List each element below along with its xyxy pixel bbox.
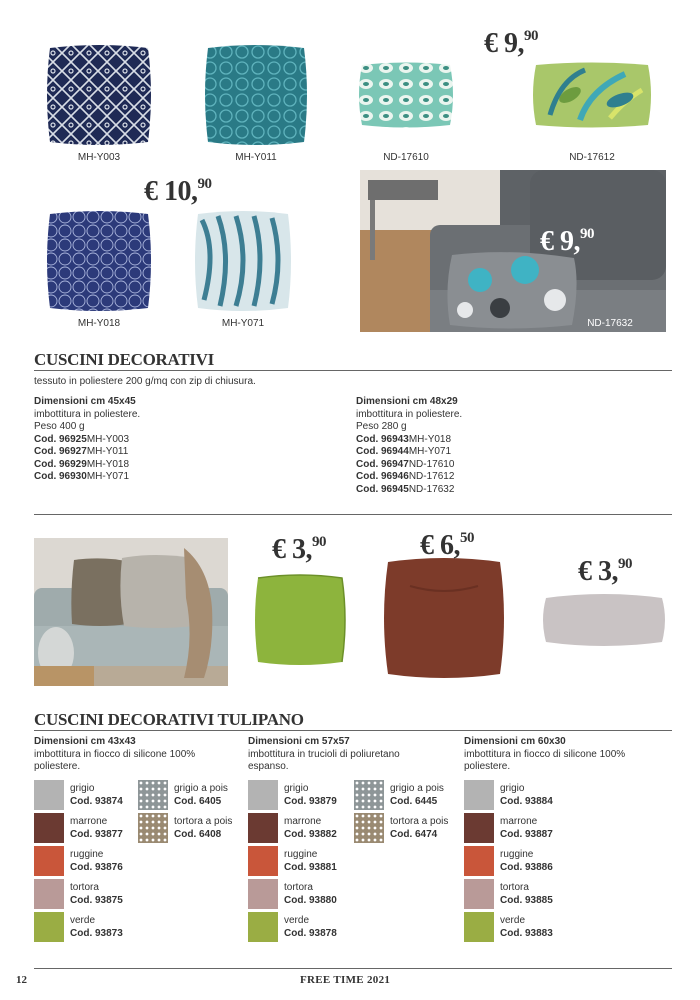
swatch-label: marrone Cod. 93882	[284, 816, 337, 840]
swatch-label: grigio Cod. 93884	[500, 783, 553, 807]
price-label: € 6,50	[420, 530, 474, 561]
catalog-title: FREE TIME 2021	[300, 974, 391, 986]
color-swatch-pois	[138, 813, 168, 843]
swatch-label: verde Cod. 93878	[284, 915, 337, 939]
color-swatch-pois	[138, 780, 168, 810]
section-subtitle: tessuto in poliestere 200 g/mq con zip di chiusura.	[34, 376, 256, 387]
color-swatch-marrone	[34, 813, 64, 843]
price-label: € 3,90	[578, 556, 632, 587]
swatch-label: marrone Cod. 93877	[70, 816, 123, 840]
color-swatch-grigio	[464, 780, 494, 810]
pillow-image-green	[252, 574, 348, 666]
swatch-label: grigio Cod. 93879	[284, 783, 337, 807]
swatch-label: verde Cod. 93883	[500, 915, 553, 939]
swatch-label: tortora a pois Cod. 6408	[174, 816, 233, 840]
swatch-label: tortora a pois Cod. 6474	[390, 816, 449, 840]
pillow-image-nd-17612	[530, 60, 654, 130]
tulipano-column-2-header: Dimensioni cm 57x57 imbottitura in trucioli di poliuretano espanso.	[248, 736, 400, 772]
spec-column-2: Dimensioni cm 48x29 imbottitura in poliestere. Peso 280 g Cod. 96943MH-Y018 Cod. 96944MH-Y071 Cod. 96947ND-17610 Cod. 96946ND-17612 Cod. 96945ND-17632	[356, 396, 463, 495]
color-swatch-tortora	[464, 879, 494, 909]
color-swatch-tortora	[34, 879, 64, 909]
price-label: € 10,90	[144, 176, 212, 207]
pillow-image-brown	[380, 556, 508, 680]
section-title: CUSCINI DECORATIVI TULIPANO	[34, 710, 304, 729]
color-swatch-ruggine	[34, 846, 64, 876]
swatch-label: grigio a pois Cod. 6445	[390, 783, 444, 807]
color-swatch-tortora	[248, 879, 278, 909]
section-title: CUSCINI DECORATIVI	[34, 350, 214, 369]
pillow-image-mh-y003	[44, 44, 154, 146]
pillow-image-grey	[540, 590, 668, 650]
product-code: MH-Y003	[77, 152, 121, 163]
color-swatch-marrone	[248, 813, 278, 843]
product-code: ND-17612	[569, 152, 615, 163]
color-swatch-verde	[34, 912, 64, 942]
section-divider	[34, 730, 672, 731]
swatch-label: grigio Cod. 93874	[70, 783, 123, 807]
swatch-label: tortora Cod. 93885	[500, 882, 553, 906]
tulipano-column-3-header: Dimensioni cm 60x30 imbottitura in fiocco di silicone 100% poliestere.	[464, 736, 626, 772]
color-swatch-verde	[464, 912, 494, 942]
room-photo-nd-17632	[360, 170, 666, 332]
pillow-image-mh-y011	[202, 44, 310, 146]
product-code: MH-Y018	[77, 318, 121, 329]
color-swatch-grigio	[34, 780, 64, 810]
swatch-label: ruggine Cod. 93881	[284, 849, 337, 873]
pillow-image-mh-y018	[44, 210, 154, 312]
sofa-photo	[34, 538, 228, 686]
color-swatch-grigio	[248, 780, 278, 810]
page-number: 12	[16, 974, 27, 986]
product-code: MH-Y011	[235, 152, 277, 163]
product-code: ND-17610	[383, 152, 429, 163]
swatch-label: marrone Cod. 93887	[500, 816, 553, 840]
color-swatch-verde	[248, 912, 278, 942]
swatch-label: ruggine Cod. 93886	[500, 849, 553, 873]
swatch-label: verde Cod. 93873	[70, 915, 123, 939]
section-divider	[34, 514, 672, 515]
pillow-image-mh-y071	[192, 210, 294, 312]
spec-column-1: Dimensioni cm 45x45 imbottitura in poliestere. Peso 400 g Cod. 96925MH-Y003 Cod. 96927MH-Y011 Cod. 96929MH-Y018 Cod. 96930MH-Y071	[34, 396, 141, 482]
swatch-label: tortora Cod. 93880	[284, 882, 337, 906]
pillow-image-nd-17610	[356, 60, 456, 130]
price-label: € 9,90	[484, 28, 538, 59]
color-swatch-pois	[354, 780, 384, 810]
color-swatch-marrone	[464, 813, 494, 843]
footer-divider	[34, 968, 672, 969]
swatch-label: tortora Cod. 93875	[70, 882, 123, 906]
section-divider	[34, 370, 672, 371]
color-swatch-ruggine	[464, 846, 494, 876]
product-code: ND-17632	[587, 318, 633, 329]
price-label: € 3,90	[272, 534, 326, 565]
color-swatch-pois	[354, 813, 384, 843]
swatch-label: ruggine Cod. 93876	[70, 849, 123, 873]
product-code: MH-Y071	[221, 318, 265, 329]
color-swatch-ruggine	[248, 846, 278, 876]
swatch-label: grigio a pois Cod. 6405	[174, 783, 228, 807]
price-label: € 9,90	[540, 226, 594, 257]
tulipano-column-1-header: Dimensioni cm 43x43 imbottitura in fiocco di silicone 100% poliestere.	[34, 736, 196, 772]
